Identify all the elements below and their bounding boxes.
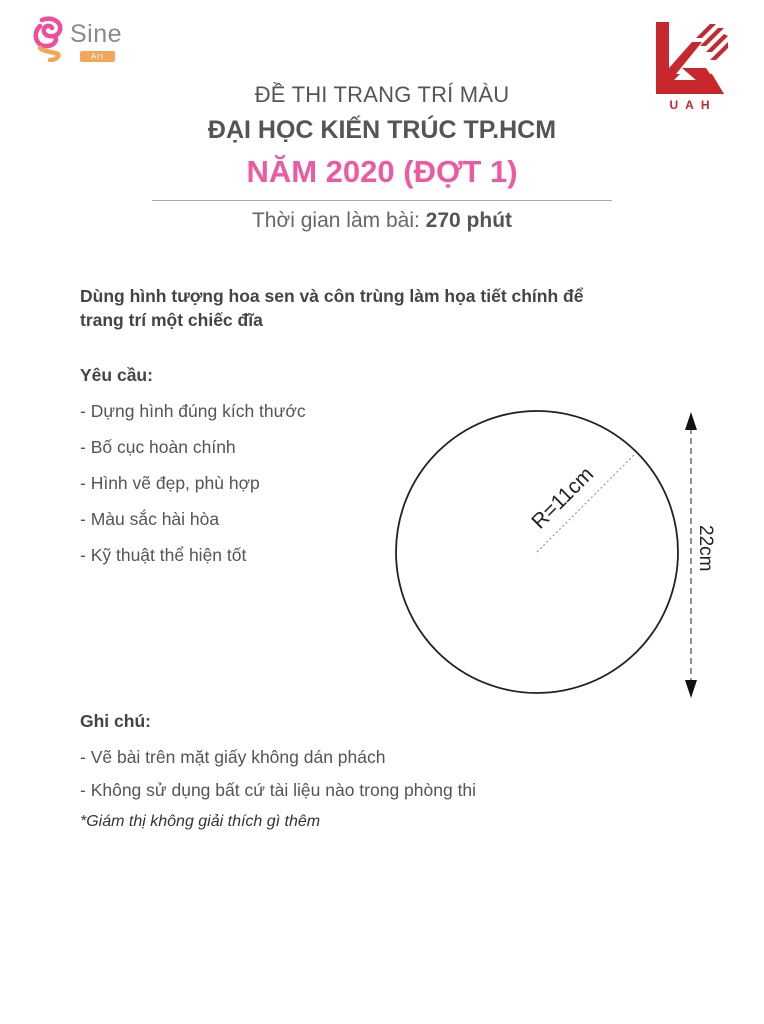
exam-subject: ĐỀ THI TRANG TRÍ MÀU — [254, 82, 510, 107]
requirement-item: - Màu sắc hài hòa — [80, 509, 220, 529]
notes-disclaimer: *Giám thị không giải thích gì thêm — [80, 813, 321, 830]
prompt-line-1: Dùng hình tượng hoa sen và côn trùng làm họa tiết chính để — [80, 286, 584, 306]
exam-prompt — [80, 284, 680, 332]
sine-wordmark: Sine — [70, 20, 123, 48]
duration-value: 270 phút — [425, 209, 513, 232]
requirement-item: - Kỹ thuật thể hiện tốt — [80, 545, 247, 565]
requirement-item: - Hình vẽ đẹp, phù hợp — [80, 473, 260, 493]
notes-title: Ghi chú: — [80, 711, 151, 731]
requirements-list — [80, 399, 306, 579]
prompt-line-2: trang trí một chiếc đĩa — [80, 310, 263, 330]
requirements-title: Yêu cầu: — [80, 365, 153, 385]
exam-header — [0, 80, 764, 194]
arrow-down-icon — [685, 680, 697, 698]
arrow-up-icon — [685, 412, 697, 430]
uah-letters: UAH — [669, 98, 717, 112]
sine-swirl-icon — [32, 16, 66, 62]
radius-label: R=11cm — [527, 462, 599, 534]
art-tag: Art — [80, 51, 115, 62]
notes-list — [80, 745, 476, 811]
diameter-label: 22cm — [695, 525, 716, 572]
header-divider — [152, 200, 612, 201]
plate-diagram — [390, 400, 730, 710]
note-item: - Không sử dụng bất cứ tài liệu nào trong phòng thi — [80, 780, 477, 800]
exam-duration — [0, 209, 764, 233]
duration-label: Thời gian làm bài: — [251, 209, 420, 232]
sine-art-logo — [30, 16, 140, 66]
requirement-item: - Bố cục hoàn chính — [80, 437, 236, 457]
requirement-item: - Dựng hình đúng kích thước — [80, 401, 306, 421]
exam-university: ĐẠI HỌC KIẾN TRÚC TP.HCM — [207, 116, 557, 144]
note-item: - Vẽ bài trên mặt giấy không dán phách — [80, 747, 386, 767]
exam-year: NĂM 2020 (ĐỢT 1) — [246, 154, 518, 189]
